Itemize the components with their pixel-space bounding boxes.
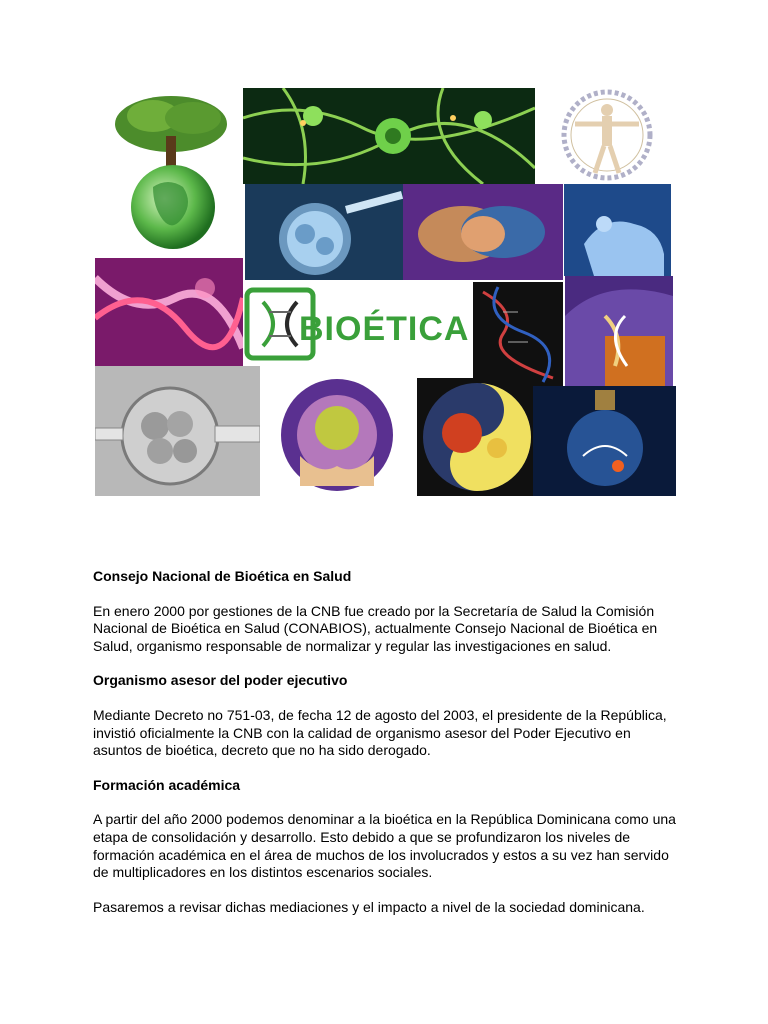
heading-organismo-asesor: Organismo asesor del poder ejecutivo [93,672,348,689]
light-bulb-icon [533,386,676,496]
dna-helix-icon [95,258,243,366]
cell-embryo-icon [95,366,260,496]
tree-globe-icon [113,92,235,252]
yin-yang-fetus-icon [417,378,537,496]
heading-consejo-nacional: Consejo Nacional de Bioética en Salud [93,568,352,584]
bioetica-logo [243,282,473,366]
document-body [93,568,683,933]
neuron-icon [243,88,535,184]
paragraph-formacion: A partir del año 2000 podemos denominar a la bioética en la República Dominicana como una etapa de consolidación y desarrollo. Esto debido a que se profundizaron los niveles de formación académica en el área de muchos de los involucrados y estos a su vez han servido de multiplicadores en los distintos escenarios sociales. [93,811,676,881]
hands-apple-icon [270,376,404,494]
heading-formacion-academica: Formación académica [93,776,241,793]
paragraph-closing: Pasaremos a revisar dichas mediaciones y el impacto a nivel de la sociedad dominicana. [93,898,645,915]
clasped-hands-icon [403,184,563,280]
dna-strand-icon [473,282,563,386]
bioetica-logo-text: BIOÉTICA [299,310,470,348]
vitruvian-man-icon [555,88,660,183]
gloved-hand-icon [564,184,671,276]
embryo-injection-icon [245,184,403,280]
paragraph-decreto: Mediante Decreto no 751-03, de fecha 12 de agosto del 2003, el presidente de la República, invistió oficialmente la CNB con la calidad de organismo asesor del Poder Ejecutivo en asuntos de bioética, decreto que no ha sido derogado. [93,706,667,759]
paragraph-conabios: En enero 2000 por gestiones de la CNB fue creado por la Secretaría de Salud la Comisión Nacional de Bioética en Salud (CONABIOS), actualmente Consejo Nacional de Bioética en Salud, organismo responsable de normalizar y regular las investigaciones en salud. [93,602,658,654]
hand-dna-icon [565,276,673,386]
